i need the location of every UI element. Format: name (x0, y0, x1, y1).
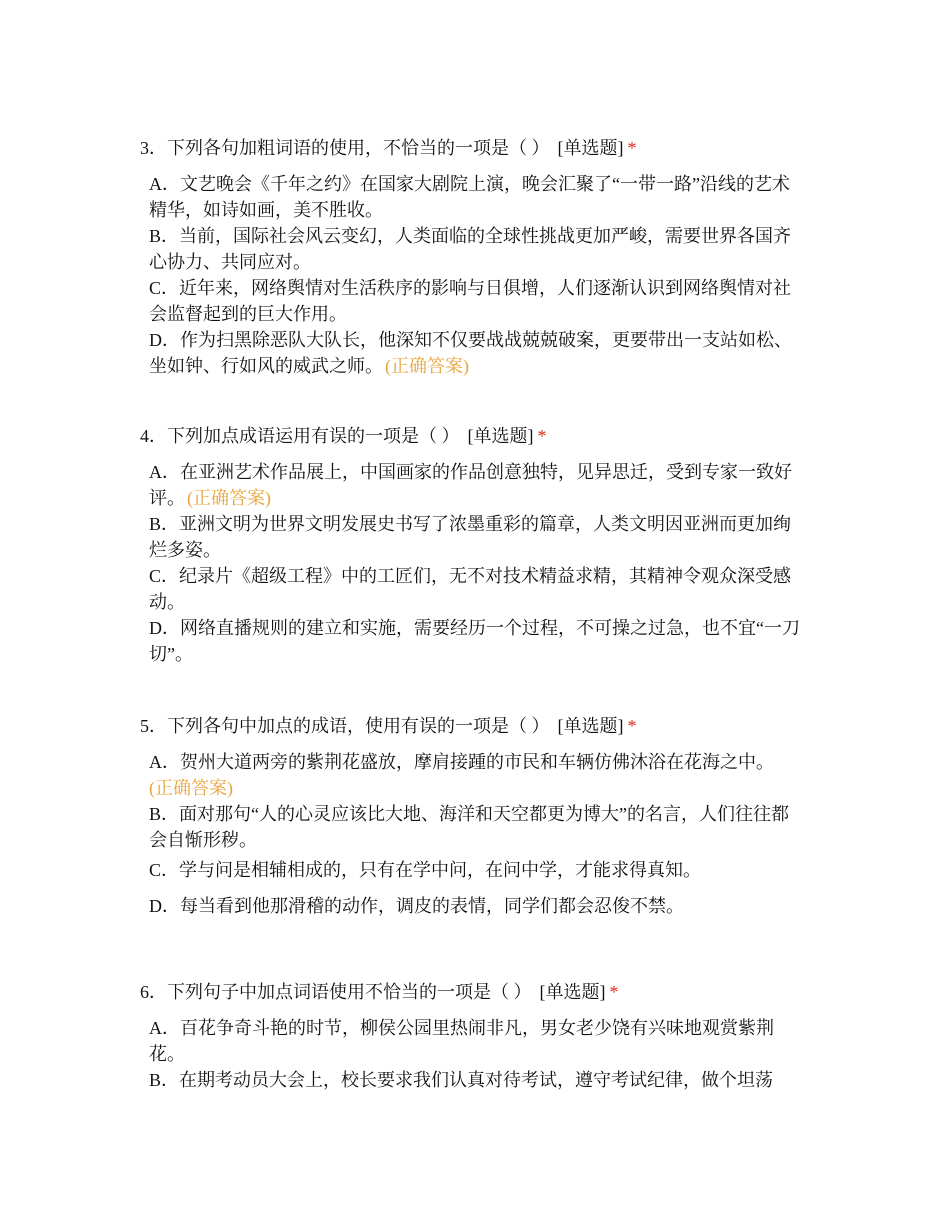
question-text: 4．下列加点成语运用有误的一项是（ ） (140, 426, 460, 446)
option-list (140, 171, 800, 379)
option-list (140, 1015, 800, 1093)
question-5 (140, 714, 800, 929)
option-text: C．学与问是相辅相成的，只有在学中问，在问中学，才能求得真知。 (149, 860, 702, 880)
option-text: B．亚洲文明为世界文明发展史书写了浓墨重彩的篇章，人类文明因亚洲而更加绚烂多姿。 (149, 514, 792, 560)
option-b[interactable] (149, 801, 800, 853)
option-d[interactable] (149, 893, 800, 919)
correct-answer-label: (正确答案) (187, 488, 271, 508)
question-type-tag: [单选题] (467, 426, 534, 446)
option-c[interactable] (149, 563, 800, 615)
option-b[interactable] (149, 511, 800, 563)
option-c[interactable] (149, 857, 800, 883)
question-title (140, 424, 800, 448)
question-title (140, 980, 800, 1004)
option-a[interactable] (149, 749, 800, 801)
option-c[interactable] (149, 275, 800, 327)
option-text: A．贺州大道两旁的紫荆花盛放，摩肩接踵的市民和车辆仿佛沐浴在花海之中。 (149, 752, 774, 772)
option-text: B．当前，国际社会风云变幻，人类面临的全球性挑战更加严峻，需要世界各国齐心协力、共同应对。 (149, 226, 792, 272)
required-mark: * (627, 716, 637, 736)
question-text: 3．下列各句加粗词语的使用，不恰当的一项是（ ） (140, 138, 550, 158)
option-b[interactable] (149, 1067, 800, 1093)
question-title (140, 714, 800, 738)
question-type-tag: [单选题] (557, 138, 624, 158)
option-list (140, 459, 800, 667)
question-4 (140, 424, 800, 667)
option-text: C．近年来，网络舆情对生活秩序的影响与日俱增，人们逐渐认识到网络舆情对社会监督起到的巨大作用。 (149, 278, 792, 324)
option-list (140, 749, 800, 919)
question-text: 5．下列各句中加点的成语，使用有误的一项是（ ） (140, 716, 550, 736)
question-6 (140, 980, 800, 1093)
option-text: A．百花争奇斗艳的时节，柳侯公园里热闹非凡，男女老少饶有兴味地观赏紫荆花。 (149, 1018, 774, 1064)
option-text: D．每当看到他那滑稽的动作，调皮的表情，同学们都会忍俊不禁。 (149, 896, 684, 916)
option-text: B．面对那句“人的心灵应该比大地、海洋和天空都更为博大”的名言，人们往往都会自惭形秽。 (149, 804, 789, 850)
option-a[interactable] (149, 459, 800, 511)
option-text: A．文艺晚会《千年之约》在国家大剧院上演，晚会汇聚了“一带一路”沿线的艺术精华，如诗如画，美不胜收。 (149, 174, 790, 220)
question-title (140, 136, 800, 160)
option-text: D．作为扫黑除恶队大队长，他深知不仅要战战兢兢破案，更要带出一支站如松、坐如钟、行如风的威武之师。 (149, 330, 792, 376)
option-text: A．在亚洲艺术作品展上，中国画家的作品创意独特，见异思迁，受到专家一致好评。 (149, 462, 792, 508)
correct-answer-label: (正确答案) (149, 778, 233, 798)
option-d[interactable] (149, 615, 800, 667)
option-d[interactable] (149, 327, 800, 379)
question-text: 6．下列句子中加点词语使用不恰当的一项是（ ） (140, 982, 532, 1002)
required-mark: * (627, 138, 637, 158)
option-text: D．网络直播规则的建立和实施，需要经历一个过程，不可操之过急，也不宜“一刀切”。 (149, 618, 800, 664)
option-a[interactable] (149, 1015, 800, 1067)
option-text: B．在期考动员大会上，校长要求我们认真对待考试，遵守考试纪律，做个坦荡 (149, 1070, 774, 1090)
question-3 (140, 136, 800, 379)
correct-answer-label: (正确答案) (385, 356, 469, 376)
required-mark: * (537, 426, 547, 446)
question-type-tag: [单选题] (539, 982, 606, 1002)
option-text: C．纪录片《超级工程》中的工匠们，无不对技术精益求精，其精神令观众深受感动。 (149, 566, 792, 612)
required-mark: * (609, 982, 619, 1002)
option-a[interactable] (149, 171, 800, 223)
question-type-tag: [单选题] (557, 716, 624, 736)
option-b[interactable] (149, 223, 800, 275)
